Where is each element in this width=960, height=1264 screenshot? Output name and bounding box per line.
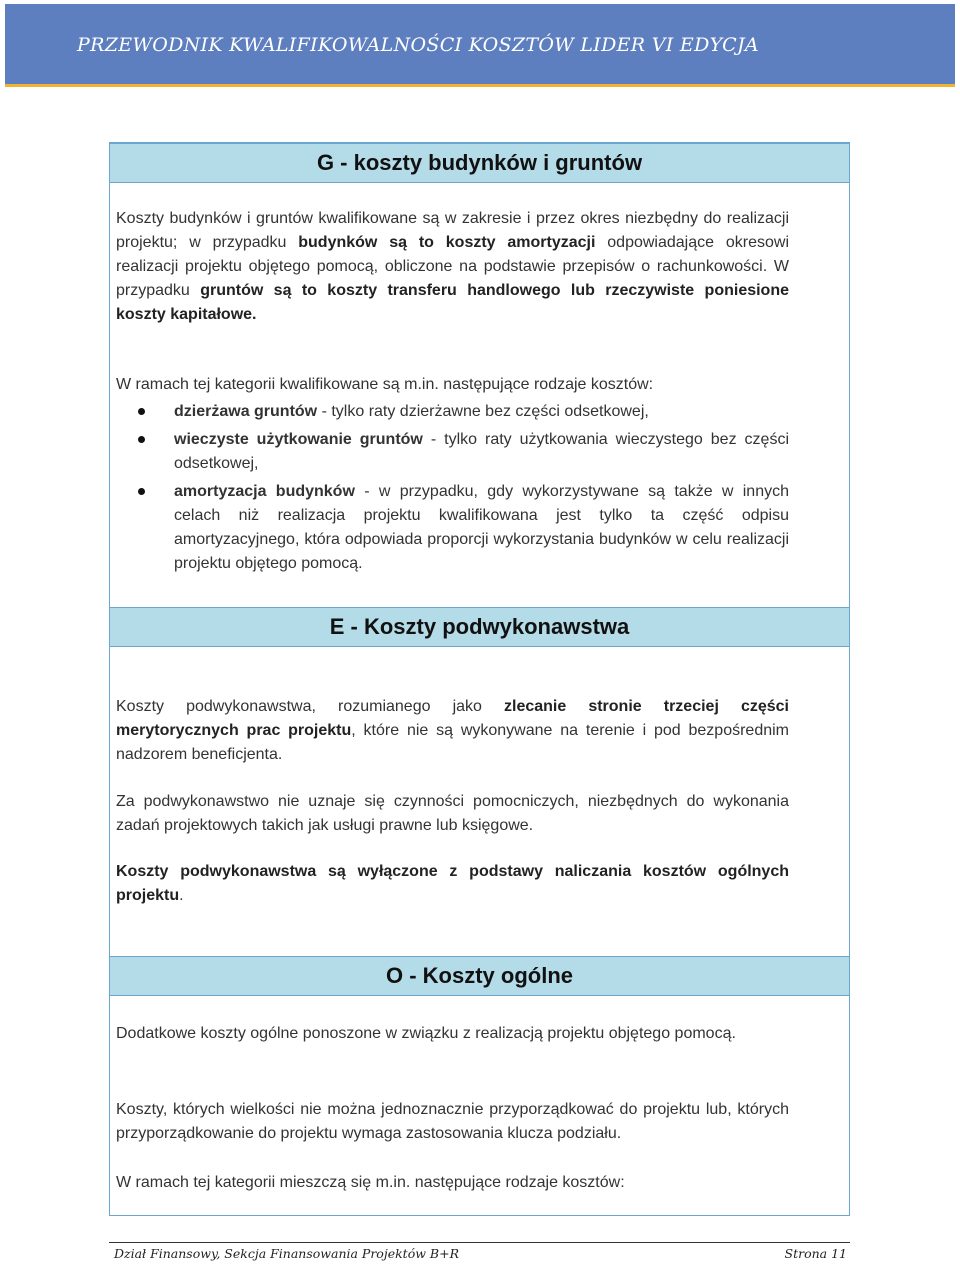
document-title: PRZEWODNIK KWALIFIKOWALNOŚCI KOSZTÓW LIDER VI EDYCJA xyxy=(77,34,759,56)
list-item-term: wieczyste użytkowanie gruntów xyxy=(174,431,423,448)
section-g-title: G - koszty budynków i gruntów xyxy=(110,143,849,183)
list-item-desc: - tylko raty użytkowania wieczystego bez części odsetkowej, xyxy=(174,431,789,472)
content-frame xyxy=(109,142,850,1216)
section-g-intro-part-3: odpowiadające okresowi realizacji projektu objętego pomocą, obliczone na podstawie przepisów o rachunkowości. W przypadku xyxy=(116,234,789,299)
section-e-title: E - Koszty podwykonawstwa xyxy=(110,607,849,647)
list-item-desc: - w przypadku, gdy wykorzystywane są także w innych celach niż realizacja projektu kwalifikowana jest tylko ta część odpisu amortyzacyjnego, która odpowiada proporcji wykorzystania budynków w celu realizacji projektu objętego pomocą. xyxy=(174,483,790,572)
document-header xyxy=(5,4,955,87)
list-item-desc: - tylko raty dzierżawne bez części odsetkowej, xyxy=(317,403,649,420)
list-item xyxy=(116,400,789,424)
section-e-p1-part-1: Koszty podwykonawstwa, rozumianego jako xyxy=(116,698,504,715)
footer-page-number: Strona 11 xyxy=(784,1246,847,1261)
section-g-intro xyxy=(116,207,789,327)
list-item-term: amortyzacja budynków xyxy=(174,483,355,500)
section-g-intro-part-2: budynków są to koszty amortyzacji xyxy=(298,234,596,251)
section-g-intro-part-1: Koszty budynków i gruntów kwalifikowane są w zakresie i przez okres niezbędny do realizacji projektu; w przypadku xyxy=(116,210,789,251)
section-e-paragraph-3 xyxy=(116,860,789,908)
list-item-term: dzierżawa gruntów xyxy=(174,403,318,420)
section-o-paragraph-2: Koszty, których wielkości nie można jednoznacznie przyporządkować do projektu lub, których przyporządkowanie do projektu wymaga zastosowania klucza podziału. xyxy=(116,1101,789,1142)
section-e-p1-part-3: , które nie są wykonywane na terenie i pod bezpośrednim nadzorem beneficjenta. xyxy=(116,722,789,763)
section-e-p1-part-2: zlecanie stronie trzeciej części merytorycznych prac projektu xyxy=(116,698,789,739)
section-o-title: O - Koszty ogólne xyxy=(110,956,849,996)
bullet-icon xyxy=(138,408,145,415)
section-o-paragraph-3: W ramach tej kategorii mieszczą się m.in. następujące rodzaje kosztów: xyxy=(116,1174,625,1191)
section-e-p3-part-1: Koszty podwykonawstwa są wyłączone z podstawy naliczania kosztów ogólnych projektu xyxy=(116,863,789,904)
bullet-icon xyxy=(138,488,145,495)
list-item xyxy=(116,428,789,476)
footer-department: Dział Finansowy, Sekcja Finansowania Projektów B+R xyxy=(114,1246,459,1261)
list-item xyxy=(116,480,789,576)
section-g-list-intro: W ramach tej kategorii kwalifikowane są m.in. następujące rodzaje kosztów: xyxy=(116,376,654,393)
section-g-intro-part-4: gruntów są to koszty transferu handlowego lub rzeczywiste poniesione koszty kapitałowe. xyxy=(116,282,790,323)
section-o-paragraph-1: Dodatkowe koszty ogólne ponoszone w związku z realizacją projektu objętego pomocą. xyxy=(116,1025,736,1042)
section-e-paragraph-2: Za podwykonawstwo nie uznaje się czynności pomocniczych, niezbędnych do wykonania zadań projektowych takich jak usługi prawne lub księgowe. xyxy=(116,793,789,834)
section-g-cost-list xyxy=(116,400,789,580)
bullet-icon xyxy=(138,436,145,443)
section-e-paragraph-1 xyxy=(116,695,789,767)
section-e-p3-part-2: . xyxy=(179,887,184,904)
footer-divider xyxy=(109,1242,850,1243)
